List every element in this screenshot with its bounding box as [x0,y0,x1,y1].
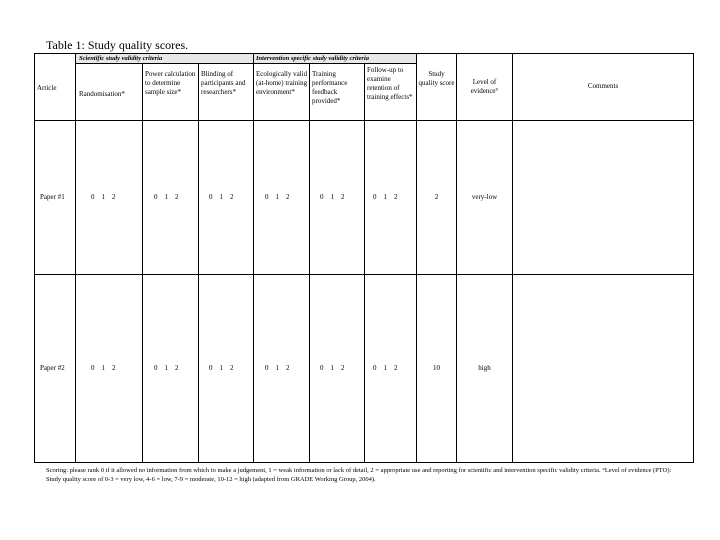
article-cell: Paper #2 [40,364,65,372]
col-header-study-quality: Study quality score [418,70,455,87]
group-header-intervention: Intervention specific study validity criteria [256,55,370,62]
level-of-evidence: high [478,364,491,372]
followup-score[interactable]: 0 1 2 [373,193,398,201]
power-score[interactable]: 0 1 2 [154,364,179,372]
col-border-3 [198,64,199,463]
col-border-10 [693,53,694,463]
col-border-1 [75,53,76,463]
randomisation-score[interactable]: 0 1 2 [91,364,116,372]
table-title: Table 1: Study quality scores. [46,38,189,52]
col-border-5 [309,64,310,463]
article-cell: Paper #1 [40,193,65,201]
study-quality-score: 2 [434,193,439,201]
col-border-8 [456,53,457,463]
col-header-training: Training performance feedback provided* [312,70,348,105]
col-header-blinding: Blinding of participants and researchers* [201,70,246,96]
col-header-level: Level of evidence° [470,78,499,95]
study-quality-score: 10 [433,364,440,372]
ecological-score[interactable]: 0 1 2 [265,193,290,201]
col-border-9 [512,53,513,463]
col-header-followup: Follow-up to examine retention of training effects* [367,66,413,101]
group-header-scientific: Scientific study validity criteria [79,55,163,62]
col-header-comments: Comments [587,82,619,90]
col-header-article: Article [37,84,57,92]
training-score[interactable]: 0 1 2 [320,193,345,201]
col-header-randomisation: Randomisation* [79,90,125,98]
table-top-border [34,53,694,54]
level-of-evidence: very-low [471,193,498,201]
blinding-score[interactable]: 0 1 2 [209,364,234,372]
col-border-0 [34,53,35,463]
followup-score[interactable]: 0 1 2 [373,364,398,372]
col-border-2 [142,64,143,463]
col-border-6 [364,64,365,463]
ecological-score[interactable]: 0 1 2 [265,364,290,372]
col-border-7 [416,53,417,463]
training-score[interactable]: 0 1 2 [320,364,345,372]
scoring-footnote: Scoring: please rank 0 if it allowed no information from which to make a judgement, 1 = weak information or lack of detail, 2 = appropriate use and reporting for scientific and intervention specific validity criteria. °Level of evidence (PTO): Study quality score of 0-3 = very low, 4-6 = low, 7-9 = moderate, 10-12 = high (adapted from GRADE Working Group, 2004). [46,467,672,483]
col-header-power: Power calculation to determine sample size* [145,70,196,96]
blinding-score[interactable]: 0 1 2 [209,193,234,201]
col-header-ecological: Ecologically valid (at-home) training environment* [256,70,308,96]
power-score[interactable]: 0 1 2 [154,193,179,201]
col-border-4 [253,53,254,463]
randomisation-score[interactable]: 0 1 2 [91,193,116,201]
